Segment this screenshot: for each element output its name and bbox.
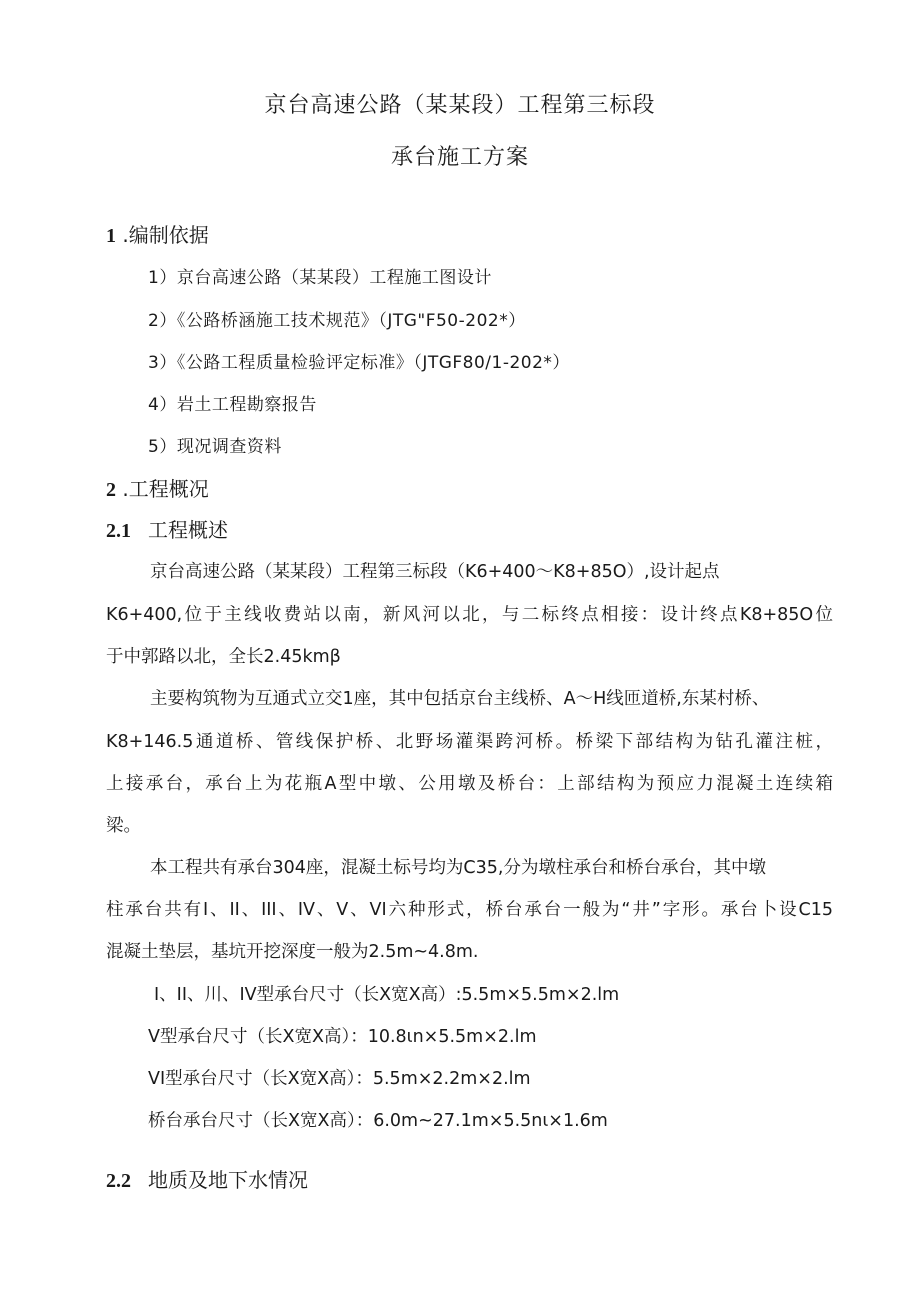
reference-item: 4）岩土工程勘察报告 <box>148 395 317 415</box>
document-subtitle: 承台施工方案 <box>390 145 529 170</box>
section-2-1-heading <box>106 514 228 543</box>
paragraph-line: K8+146.5通道桥、管线保护桥、北野场灌渠跨河桥。桥梁下部结构为钻孔灌注桩， <box>106 732 833 752</box>
section-2-heading <box>106 473 209 502</box>
reference-item: 3）《公路工程质量检验评定标准》（JTGF80/1-202*） <box>148 353 570 373</box>
dimension-line: 桥台承台尺寸（长X宽X高）：6.0m~27.1m×5.5nι×1.6m <box>148 1111 608 1131</box>
section-2-title: .工程概况 <box>116 477 209 501</box>
document-title: 京台高速公路（某某段）工程第三标段 <box>264 93 656 118</box>
reference-item: 2）《公路桥涵施工技术规范》（JTG"F50-202*） <box>148 311 526 331</box>
section-1-title: .编制依据 <box>116 223 209 247</box>
section-2-2-number: 2.2 <box>106 1170 131 1192</box>
section-2-1-number: 2.1 <box>106 520 131 542</box>
dimension-line: VI型承台尺寸（长X宽X高）：5.5m×2.2m×2.lm <box>148 1069 531 1089</box>
section-2-number: 2 <box>106 479 116 501</box>
section-1-number: 1 <box>106 225 116 247</box>
reference-item: 5）现况调查资料 <box>148 437 282 457</box>
section-2-2-title: 地质及地下水情况 <box>148 1168 308 1192</box>
dimension-line: I、II、川、IV型承台尺寸（长X宽X高）:5.5m×5.5m×2.lm <box>154 985 620 1005</box>
section-2-1-title: 工程概述 <box>148 518 228 542</box>
dimension-line: V型承台尺寸（长X宽X高）：10.8ιn×5.5m×2.lm <box>148 1027 537 1047</box>
paragraph-line: K6+400,位于主线收费站以南，新风河以北，与二标终点相接：设计终点K8+85O位 <box>106 605 833 625</box>
paragraph-line: 上接承台，承台上为花瓶A型中墩、公用墩及桥台：上部结构为预应力混凝土连续箱 <box>106 774 833 794</box>
paragraph-line: 柱承台共有I、II、III、IV、V、VI六种形式，桥台承台一般为“井”字形。承台卜设C15 <box>106 900 833 920</box>
paragraph-line: 混凝土垫层，基坑开挖深度一般为2.5m~4.8m. <box>106 942 479 962</box>
paragraph-line: 本工程共有承台304座，混凝土标号均为C35,分为墩柱承台和桥台承台，其中墩 <box>150 858 766 878</box>
paragraph-line: 于中郭路以北，全长2.45kmβ <box>106 647 341 667</box>
paragraph-line: 梁。 <box>106 816 141 836</box>
paragraph-line: 京台高速公路（某某段）工程第三标段（K6+400～K8+85O）,设计起点 <box>150 562 720 582</box>
reference-item: 1）京台高速公路（某某段）工程施工图设计 <box>148 268 492 288</box>
section-2-2-heading <box>106 1164 308 1193</box>
section-1-heading <box>106 219 209 248</box>
paragraph-line: 主要构筑物为互通式立交1座，其中包括京台主线桥、A～H线匝道桥,东某村桥、 <box>150 689 770 709</box>
